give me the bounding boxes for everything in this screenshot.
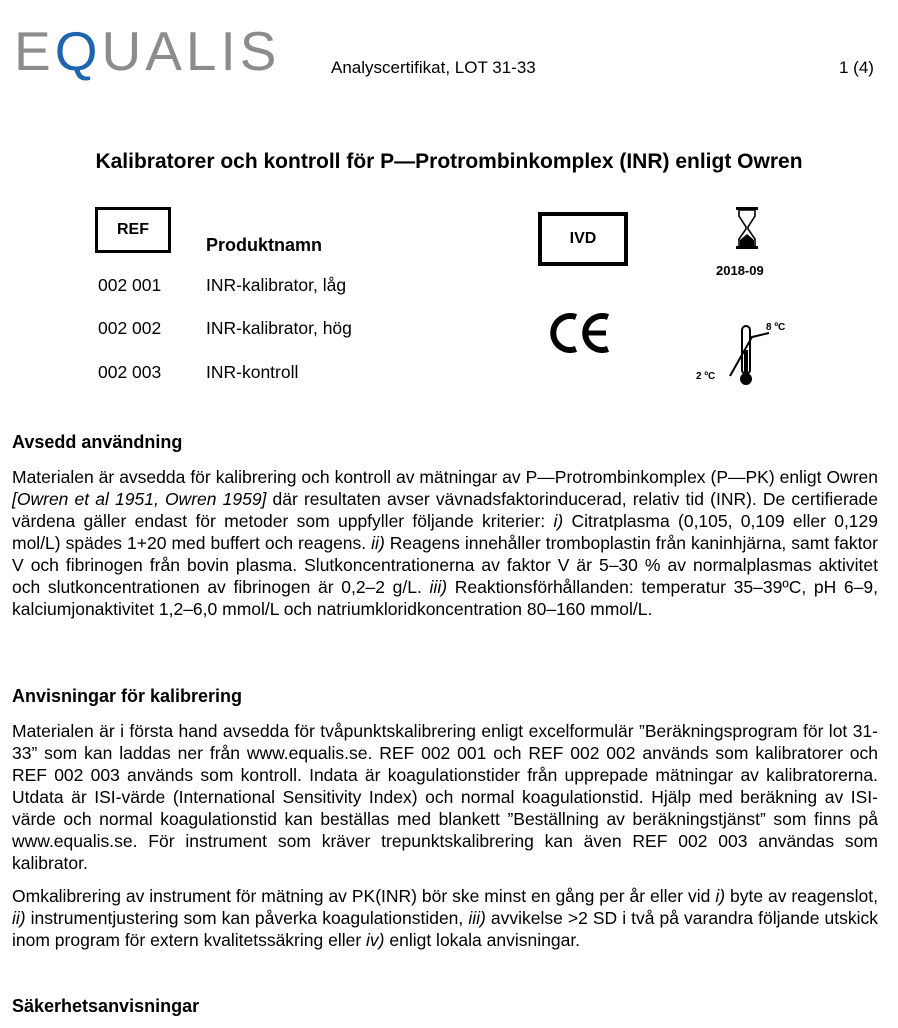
calibration-paragraph-1: Materialen är i första hand avsedda för tvåpunktskalibrering enligt excelformulär ”Beräkningsprogram för lot 31-33” som kan laddas ner från www.equalis.se. REF 002 001 och REF 002 002 används som kalibratorer och REF 002 003 används som kontroll. Indata är koagulationstider från upprepade mätningar av kalibratorerna. Utdata är ISI-värde (International Sensitivity Index) och normal koagulationstid. Hjälp med beräkning av ISI-värde och normal koagulationstid kan beställas med blankett ”Beställning av beräkningstjänst” som finns på www.equalis.se. För instrument som kräver trepunktskalibrering kan även REF 002 003 användas som kalibrator. <box>12 721 878 873</box>
product-name-heading: Produktnamn <box>206 235 323 255</box>
ce-mark-icon <box>550 310 612 356</box>
safety-heading: Säkerhetsanvisningar <box>12 996 200 1016</box>
product-name: INR-kalibrator, låg <box>206 275 347 295</box>
hourglass-icon <box>734 207 760 249</box>
product-name: INR-kontroll <box>206 362 299 382</box>
logo-letter-e: E <box>14 20 55 82</box>
logo-letters-rest: UALIS <box>101 20 281 82</box>
expiry-date: 2018-09 <box>716 263 764 278</box>
logo-letter-q: Q <box>54 20 102 82</box>
ivd-symbol <box>538 212 628 266</box>
product-code: 002 002 <box>98 318 162 338</box>
product-code: 002 003 <box>98 362 162 382</box>
calibration-heading: Anvisningar för kalibrering <box>12 686 243 706</box>
intended-use-paragraph: Materialen är avsedda för kalibrering och kontroll av mätningar av P—Protrombinkomplex (P—PK) enligt Owren [Owren et al 1951, Owren 1959] där resultaten avser vävnadsfaktorinducerad, relativ tid (INR). De certifierade värdena gäller endast för metoder som uppfyller följande kriterier: i) Citratplasma (0,105, 0,109 eller 0,129 mol/L) spädes 1+20 med buffert och reagens. ii) Reagens innehåller tromboplastin från kaninhjärna, samt faktor V och fibrinogen från bovin plasma. Slutkoncentrationerna av faktor V är 5–30 % av normalplasmas aktivitet och slutkoncentrationen av fibrinogen är 0,2–2 g/L. iii) Reaktionsförhållanden: temperatur 35–39ºC, pH 6–9, kalciumjonaktivitet 1,2–6,0 mmol/L och natriumkloridkoncentration 80–160 mmol/L. <box>12 467 879 619</box>
product-name: INR-kalibrator, hög <box>206 318 352 338</box>
page-title: Kalibratorer och kontroll för P—Protrombinkomplex (INR) enligt Owren <box>95 150 803 173</box>
temp-high: 8 ºC <box>766 322 786 333</box>
intended-use-heading: Avsedd användning <box>12 432 183 452</box>
page-number: 1 (4) <box>839 58 874 77</box>
ref-label: REF <box>117 221 149 238</box>
product-code: 002 001 <box>98 275 162 295</box>
equalis-logo <box>14 20 281 82</box>
ref-symbol <box>95 207 171 253</box>
calibration-paragraph-2: Omkalibrering av instrument för mätning av PK(INR) bör ske minst en gång per år eller vid i) byte av reagenslot, ii) instrumentjustering som kan påverka koagulationstiden, iii) avvikelse >2 SD i två på varandra följande utskick inom program för extern kvalitetssäkring eller iv) enligt lokala anvisningar. <box>12 886 878 950</box>
ivd-label: IVD <box>569 230 597 247</box>
temp-low: 2 ºC <box>696 371 716 382</box>
document-title: Analyscertifikat, LOT 31-33 <box>331 58 536 77</box>
